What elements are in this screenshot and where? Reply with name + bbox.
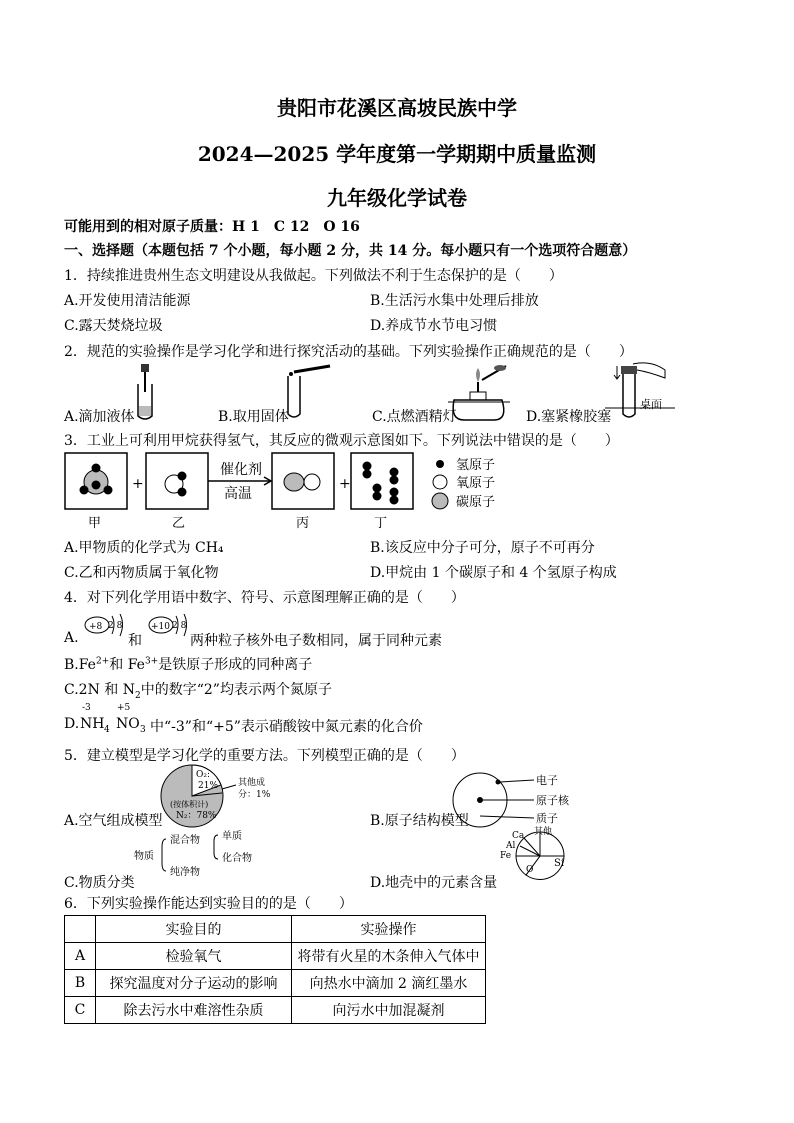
table-row (65, 943, 486, 970)
svg-text:4: 4 (104, 725, 110, 735)
crust-element-pie (496, 826, 580, 880)
solid-sampling-illustration (280, 362, 340, 422)
table-header-cell (65, 916, 96, 943)
desk-label: 桌面 (640, 398, 662, 411)
svg-text:NH: NH (80, 716, 105, 732)
svg-text:(按体积计): (按体积计) (170, 800, 209, 809)
table-cell: 探究温度对分子运动的影响 (96, 970, 292, 997)
water-molecule (165, 472, 187, 497)
svg-text:物质: 物质 (134, 851, 154, 862)
table-cell: A (65, 943, 96, 970)
table-row (65, 997, 486, 1024)
svg-text:N₂：78%: N₂：78% (176, 811, 217, 821)
ammonium-nitrate-formula (80, 712, 152, 736)
svg-text:质子: 质子 (536, 812, 558, 825)
table-cell: C (65, 997, 96, 1024)
q6-stem: 6．下列实验操作能达到实验目的的是（ ） (64, 896, 353, 912)
q4-option-b: $B.Fe^{2+}$和 $Fe^{3+}$是铁原子形成的同种离子 (64, 656, 313, 673)
air-composition-pie (158, 763, 288, 829)
svg-text:O₂:: O₂: (196, 770, 211, 780)
svg-text:分：1%: 分：1% (238, 790, 271, 800)
q2-stem: 2．规范的实验操作是学习化学和进行探究活动的基础。下列实验操作正确规范的是（ ） (64, 344, 633, 360)
oxidation-state-plus5: +5 (117, 703, 131, 713)
plus-sign-2: + (339, 476, 351, 492)
q4-option-c: C.2N 和 $N_2$中的数字“2”均表示两个氮原子 (64, 682, 332, 701)
carbon-monoxide-molecule (284, 473, 320, 491)
plus-sign-1: + (132, 476, 144, 492)
svg-text:Si: Si (554, 858, 565, 869)
q4-option-d: 中“-3”和“+5”表示硝酸铵中氮元素的化合价 (150, 719, 423, 735)
q5-option-c: C.物质分类 (64, 875, 135, 891)
svg-text:单质: 单质 (222, 831, 242, 842)
q3-option-a: A.甲物质的化学式为 CH₄ (64, 540, 224, 556)
legend-carbon: 碳原子 (456, 495, 496, 510)
svg-text:化合物: 化合物 (222, 853, 252, 864)
subject-title: 九年级化学试卷 (327, 186, 467, 210)
school-title: 贵阳市花溪区高坡民族中学 (277, 96, 517, 120)
q1-option-d: D.养成节水节电习惯 (370, 318, 498, 334)
table-cell: 除去污水中难溶性杂质 (96, 997, 292, 1024)
ion-structure-10 (146, 614, 194, 644)
table-header-row (65, 916, 486, 943)
svg-text:原子核: 原子核 (536, 794, 569, 807)
reaction-micro-diagram (64, 452, 524, 512)
hydrogen-molecules (363, 462, 399, 505)
q3-option-c: C.乙和丙物质属于氧化物 (64, 565, 219, 581)
ion-structure-8 (82, 614, 130, 644)
label-yi: 乙 (172, 516, 186, 531)
svg-text:3: 3 (140, 725, 146, 735)
q5-option-d: D.地壳中的元素含量 (370, 875, 498, 891)
label-bing: 丙 (296, 516, 310, 531)
q3-option-d: D.甲烷由 1 个碳原子和 4 个氢原子构成 (370, 565, 617, 581)
q4-option-d-prefix: D. (64, 716, 80, 732)
oxidation-state-minus3: -3 (82, 703, 91, 713)
q4-stem: 4．对下列化学用语中数字、符号、示意图理解正确的是（ ） (64, 590, 465, 606)
ion2-nucleus: +10 (151, 622, 170, 632)
table-row (65, 970, 486, 997)
stopper-insertion-illustration (605, 362, 675, 422)
q2-option-c: C.点燃酒精灯 (372, 409, 457, 425)
q2-option-d: D.塞紧橡胶塞 (526, 409, 612, 425)
svg-text:其他: 其他 (534, 827, 553, 837)
ion2-shells: 2 8 (172, 621, 187, 631)
catalyst-label: 催化剂 (220, 462, 262, 478)
ion1-shells: 2 8 (108, 621, 123, 631)
svg-text:混合物: 混合物 (170, 835, 200, 846)
q3-option-b: B.该反应中分子可分，原子不可再分 (370, 540, 595, 556)
svg-text:Al: Al (506, 841, 516, 851)
legend-hydrogen: 氢原子 (456, 458, 496, 473)
legend-oxygen: 氧原子 (456, 476, 496, 491)
svg-text:NO: NO (116, 716, 140, 732)
label-jia: 甲 (88, 516, 102, 531)
svg-text:纯净物: 纯净物 (170, 867, 200, 878)
table-cell: B (65, 970, 96, 997)
methane-molecule (80, 464, 113, 495)
condition-label: 高温 (224, 486, 252, 502)
q5-stem: 5．建立模型是学习化学的重要方法。下列模型正确的是（ ） (64, 748, 465, 764)
q1-option-b: B.生活污水集中处理后排放 (370, 293, 539, 309)
svg-text:21%: 21% (198, 781, 219, 791)
q5-option-a: A.空气组成模型 (64, 813, 163, 829)
atom-legend (432, 458, 495, 510)
section-heading: 一、选择题（本题包括 7 个小题，每小题 2 分，共 14 分。每小题只有一个选项符合题意） (64, 243, 637, 259)
atomic-masses: 可能用到的相对原子质量：H 1 C 12 O 16 (64, 219, 360, 235)
svg-text:O: O (526, 865, 534, 875)
q2-option-a: A.滴加液体 (64, 409, 135, 425)
q4-option-a: 两种粒子核外电子数相同，属于同种元素 (190, 633, 442, 649)
substance-classification-diagram (130, 827, 270, 879)
table-cell: 将带有火星的木条伸入气体中 (292, 943, 486, 970)
svg-text:其他成: 其他成 (238, 778, 266, 788)
table-cell: 向污水中加混凝剂 (292, 997, 486, 1024)
table-cell: 检验氧气 (96, 943, 292, 970)
q5-option-b: B.原子结构模型 (370, 813, 469, 829)
q4-option-a-prefix: A. (64, 630, 79, 646)
q1-stem: 1．持续推进贵州生态文明建设从我做起。下列做法不利于生态保护的是（ ） (64, 268, 563, 284)
svg-text:电子: 电子 (536, 774, 558, 787)
term-title: 2024—2025 学年度第一学期期中质量监测 (197, 142, 597, 166)
q3-stem: 3．工业上可利用甲烷获得氢气，其反应的微观示意图如下。下列说法中错误的是（ ） (64, 433, 619, 449)
q1-option-a: A.开发使用清洁能源 (64, 293, 191, 309)
q2-option-b: B.取用固体 (218, 409, 289, 425)
ion1-nucleus: +8 (89, 622, 103, 632)
experiment-table (64, 915, 486, 1024)
q1-option-c: C.露天焚烧垃圾 (64, 318, 163, 334)
svg-text:Fe: Fe (500, 851, 512, 861)
table-header-cell: 实验目的 (96, 916, 292, 943)
and-text: 和 (128, 633, 142, 649)
table-header-cell: 实验操作 (292, 916, 486, 943)
svg-text:Ca: Ca (512, 831, 525, 841)
label-ding: 丁 (374, 516, 388, 531)
table-cell: 向热水中滴加 2 滴红墨水 (292, 970, 486, 997)
